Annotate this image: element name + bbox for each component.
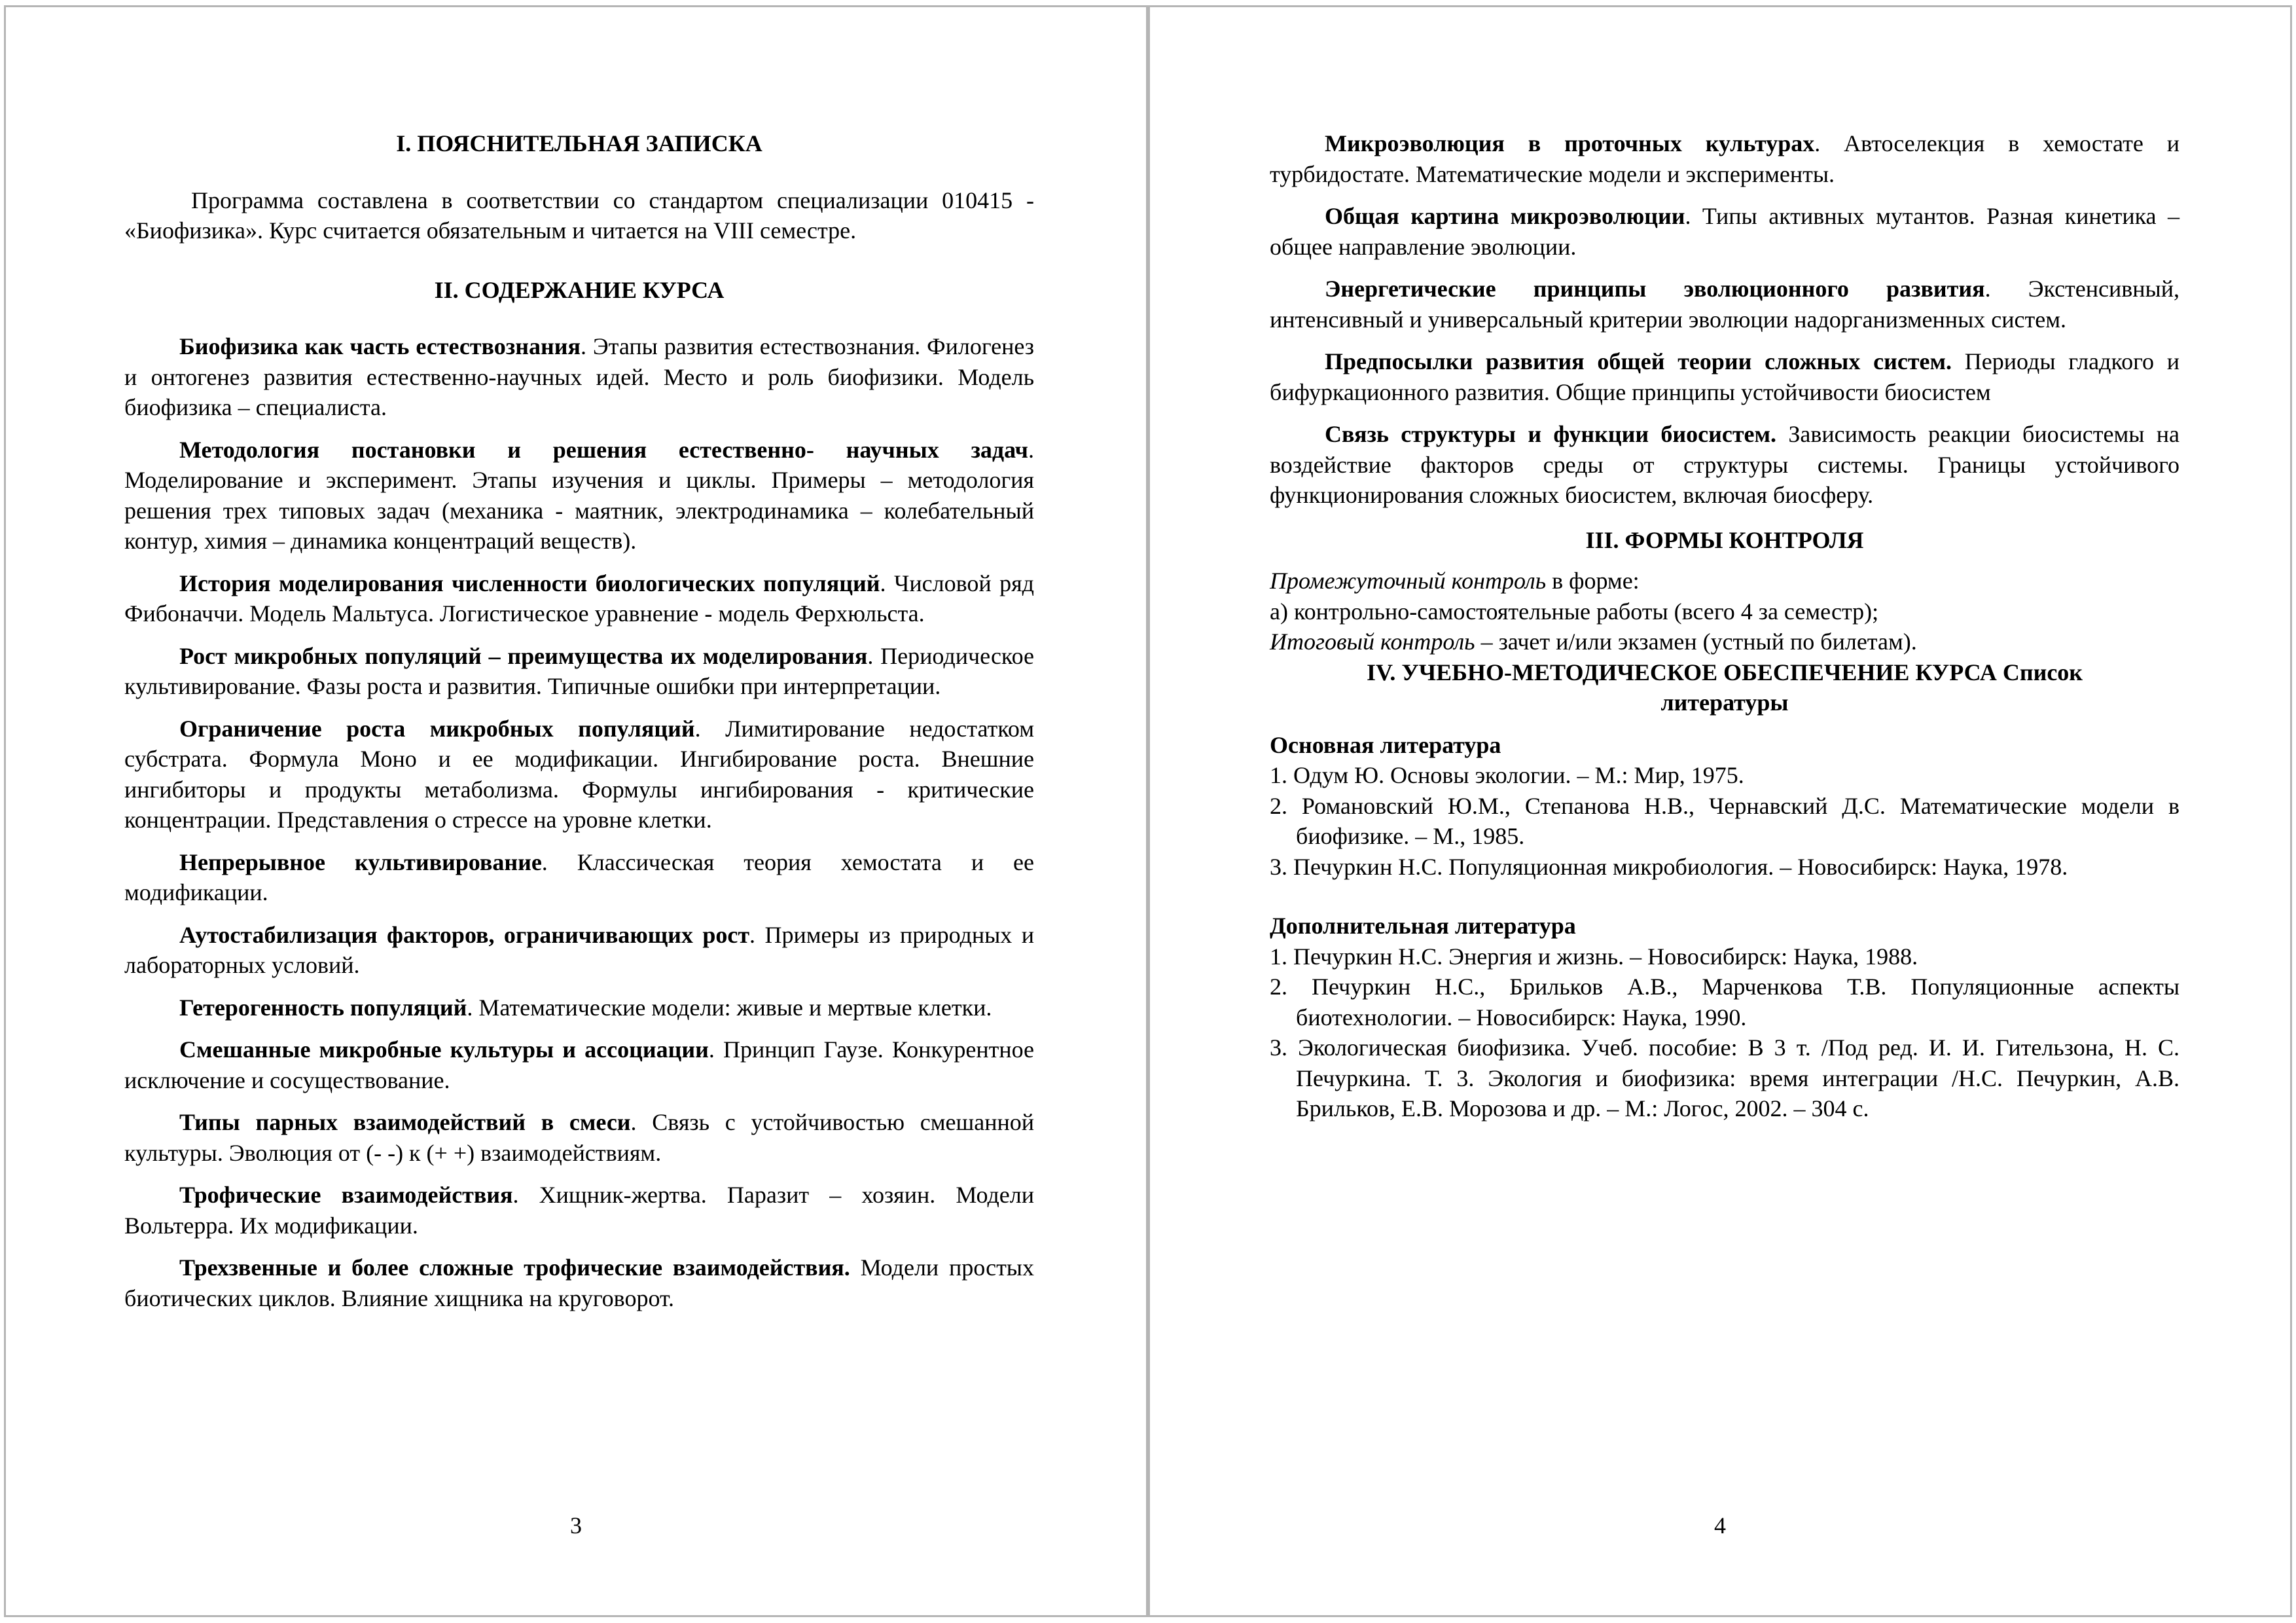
- list-item: 2. Печуркин Н.С., Брильков А.В., Марченкова Т.В. Популяционные аспекты биотехнологии. – Новосибирск: Наука, 1990.: [1270, 974, 2179, 1030]
- topic-heading: Общая картина микроэволюции: [1325, 203, 1685, 229]
- section-title-course-content: II. СОДЕРЖАНИЕ КУРСА: [434, 276, 725, 303]
- topic-heading: Энергетические принципы эволюционного развития: [1325, 276, 1985, 302]
- topic-heading: Аутостабилизация факторов, ограничивающих рост: [179, 921, 750, 948]
- section-title-explanatory-note: I. ПОЯСНИТЕЛЬНАЯ ЗАПИСКА: [396, 130, 762, 156]
- control-label-final: Итоговый контроль: [1270, 629, 1475, 655]
- topic-text: Модели простых биотических циклов. Влияние хищника на круговорот.: [124, 1254, 1034, 1311]
- topic-heading: Гетерогенность популяций: [179, 994, 467, 1021]
- topic-paragraph: [1270, 346, 2179, 407]
- topic-text: Зависимость реакции биосистемы на воздействие факторов среды от структуры системы. Границы устойчивого функционирования сложных биосистем, включая биосферу.: [1270, 421, 2179, 508]
- topic-paragraph: [124, 714, 1034, 835]
- topic-heading: Типы парных взаимодействий в смеси: [179, 1109, 631, 1135]
- topic-paragraph: [1270, 274, 2179, 335]
- topic-paragraph: [124, 1180, 1034, 1241]
- page-right-content: [1270, 128, 2179, 1124]
- topic-text: . Лимитирование недостатком субстрата. Формула Моно и ее модификации. Ингибирование роста. Внешние ингибиторы и продукты метаболизма. Формулы ингибирования - критические концентрации. Представления о стрессе на уровне клетки.: [124, 715, 1034, 833]
- topic-paragraph: [1270, 128, 2179, 189]
- topic-heading: Микроэволюция в проточных культурах: [1325, 130, 1815, 156]
- main-literature-list: [1270, 760, 2179, 882]
- control-text: – зачет и/или экзамен (устный по билетам).: [1475, 629, 1917, 655]
- topic-paragraph: [124, 331, 1034, 423]
- topic-text: . Моделирование и эксперимент. Этапы изучения и циклы. Примеры – методология решения трех типовых задач (механика - маятник, электродинамика – колебательный контур, химия – динамика концентраций веществ).: [124, 436, 1034, 554]
- topic-text: . Принцип Гаузе. Конкурентное исключение и сосуществование.: [124, 1036, 1035, 1093]
- topic-paragraph: [1270, 419, 2179, 511]
- page-left: [4, 5, 1148, 1617]
- topic-text: . Автоселекция в хемостате и турбидостате. Математические модели и эксперименты.: [1270, 130, 2179, 187]
- main-literature-heading: Основная литература: [1270, 731, 1501, 758]
- topic-paragraph: [124, 1252, 1034, 1313]
- topic-heading: Трехзвенные и более сложные трофические взаимодействия.: [179, 1254, 850, 1281]
- topic-text: . Типы активных мутантов. Разная кинетика – общее направление эволюции.: [1270, 203, 2179, 260]
- control-line-intermediate: [1270, 566, 2179, 596]
- topic-paragraph: [124, 847, 1034, 908]
- list-item: 3. Экологическая биофизика. Учеб. пособие: В 3 т. /Под ред. И. И. Гительзона, Н. С. Печуркина. Т. 3. Экология и биофизика: время интеграции /Н.С. Печуркин, А.В. Брильков, Е.В. Морозова и др. – М.: Логос, 2002. – 304 с.: [1270, 1034, 2179, 1122]
- topic-paragraph: [124, 920, 1034, 981]
- topic-text: . Этапы развития естествознания. Филогенез и онтогенез развития естественно-научных идей. Место и роль биофизики. Модель биофизика – специалиста.: [124, 333, 1034, 420]
- topic-heading: Ограничение роста микробных популяций: [179, 715, 695, 742]
- control-line-final: [1270, 627, 2179, 657]
- topic-text: . Экстенсивный, интенсивный и универсальный критерии эволюции надорганизменных систем.: [1270, 276, 2179, 333]
- control-text: в форме:: [1546, 568, 1640, 594]
- topic-paragraph: [124, 1034, 1034, 1095]
- topic-paragraph: [124, 641, 1034, 702]
- topic-text: . Математические модели: живые и мертвые клетки.: [467, 994, 992, 1021]
- topic-text: . Хищник-жертва. Паразит – хозяин. Модели Вольтерра. Их модификации.: [124, 1182, 1034, 1239]
- topic-text: . Примеры из природных и лабораторных условий.: [124, 921, 1034, 978]
- topic-heading: Методология постановки и решения естественно- научных задач: [179, 436, 1028, 463]
- topic-paragraph: [124, 568, 1034, 629]
- list-item: 3. Печуркин Н.С. Популяционная микробиология. – Новосибирск: Наука, 1978.: [1270, 853, 2068, 880]
- section-title-control-forms: III. ФОРМЫ КОНТРОЛЯ: [1585, 526, 1864, 553]
- list-item: 2. Романовский Ю.М., Степанова Н.В., Чернавский Д.С. Математические модели в биофизике. – М., 1985.: [1270, 792, 2179, 849]
- list-item: 1. Печуркин Н.С. Энергия и жизнь. – Новосибирск: Наука, 1988.: [1270, 943, 1918, 970]
- section-title-learning-resources: IV. УЧЕБНО-МЕТОДИЧЕСКОЕ ОБЕСПЕЧЕНИЕ КУРСА Список литературы: [1366, 659, 2083, 716]
- topic-paragraph: [124, 435, 1034, 556]
- page-right: [1148, 5, 2292, 1617]
- topic-heading: Биофизика как часть естествознания: [179, 333, 581, 359]
- page-left-content: [124, 128, 1034, 1325]
- topic-heading: Связь структуры и функции биосистем.: [1325, 421, 1777, 447]
- control-line-works: а) контрольно-самостоятельные работы (всего 4 за семестр);: [1270, 598, 1879, 625]
- topic-heading: Смешанные микробные культуры и ассоциации: [179, 1036, 709, 1063]
- topic-text: . Связь с устойчивостью смешанной культуры. Эволюция от (- -) к (+ +) взаимодействиям.: [124, 1109, 1034, 1166]
- topic-heading: Непрерывное культивирование: [179, 848, 542, 875]
- extra-literature-list: [1270, 941, 2179, 1124]
- topic-text: . Периодическое культивирование. Фазы роста и развития. Типичные ошибки при интерпретации.: [124, 642, 1035, 699]
- topic-heading: Трофические взаимодействия: [179, 1182, 513, 1208]
- extra-literature-heading: Дополнительная литература: [1270, 913, 1576, 939]
- topic-text: Периоды гладкого и бифуркационного развития. Общие принципы устойчивости биосистем: [1270, 348, 2180, 405]
- topic-heading: История моделирования численности биологических популяций: [179, 570, 880, 596]
- control-label-intermediate: Промежуточный контроль: [1270, 568, 1547, 594]
- topic-heading: Предпосылки развития общей теории сложных систем.: [1325, 348, 1952, 374]
- topic-heading: Рост микробных популяций – преимущества их моделирования: [179, 642, 868, 669]
- topic-paragraph: [124, 1107, 1034, 1168]
- page-number: 3: [570, 1512, 582, 1539]
- topic-text: . Классическая теория хемостата и ее модификации.: [124, 848, 1034, 905]
- topic-text: . Числовой ряд Фибоначчи. Модель Мальтуса. Логистическое уравнение - модель Ферхюльста.: [124, 570, 1034, 627]
- topic-paragraph: [124, 993, 1034, 1023]
- spacer: [1270, 882, 2179, 911]
- topic-paragraph: [1270, 201, 2179, 262]
- intro-paragraph: Программа составлена в соответствии со стандартом специализации 010415 - «Биофизика». Курс считается обязательным и читается на VIII семестре.: [124, 187, 1034, 244]
- page-number: 4: [1714, 1512, 1726, 1539]
- list-item: 1. Одум Ю. Основы экологии. – М.: Мир, 1975.: [1270, 762, 1744, 788]
